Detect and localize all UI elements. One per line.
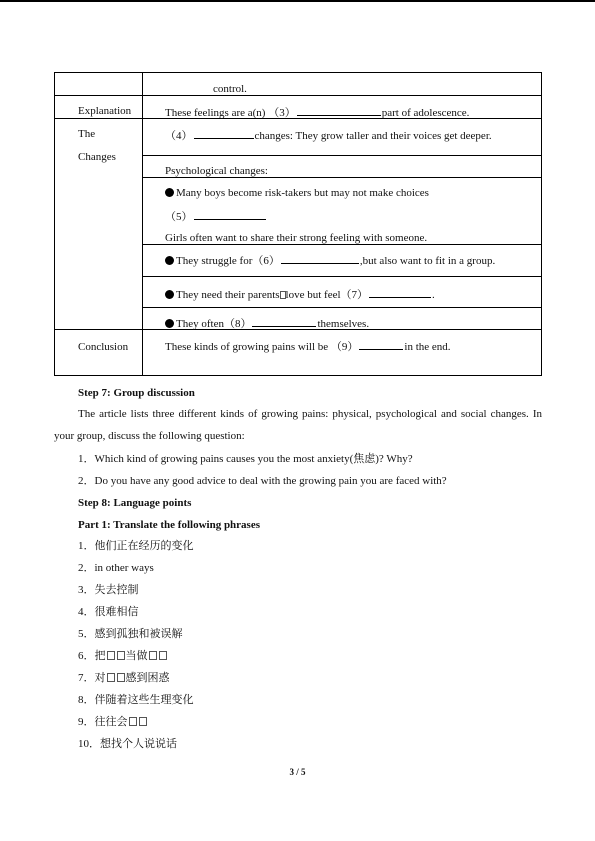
- bullet-icon: [165, 256, 174, 265]
- missing-glyph-icon: [159, 651, 167, 660]
- changes-label-line2: Changes: [78, 151, 116, 163]
- struggle-pre: They struggle for（6）: [176, 255, 280, 267]
- table-row-divider: [143, 307, 541, 308]
- explanation-label: Explanation: [78, 105, 132, 117]
- girls-text: Girls often want to share their strong feeling with someone.: [165, 232, 428, 244]
- phrase-item: [78, 649, 168, 663]
- page-number: 3 / 5: [289, 767, 306, 777]
- parents-pre: They need their parents: [176, 289, 280, 301]
- risk-num: （5）: [165, 211, 193, 223]
- parents-mid: love but feel（7）: [285, 289, 369, 301]
- phrase-item: 8．伴随着这些生理变化: [78, 694, 194, 706]
- blank-4[interactable]: [194, 127, 254, 139]
- bullet-icon: [165, 319, 174, 328]
- blank-8[interactable]: [252, 315, 316, 327]
- blank-5[interactable]: [194, 208, 266, 220]
- missing-glyph-icon: [149, 651, 157, 660]
- psych-heading: Psychological changes:: [165, 165, 268, 177]
- phrase-part: 7．对: [78, 672, 106, 684]
- risk-label: Many boys become risk-takers but may not make choices: [176, 187, 429, 199]
- conclusion-label: Conclusion: [78, 341, 129, 353]
- phrase-item: [78, 715, 148, 729]
- table-row0-text: [165, 81, 247, 96]
- explanation-post: part of adolescence.: [381, 107, 470, 119]
- blank-3[interactable]: [297, 104, 381, 116]
- phrase-part: 6．把: [78, 650, 106, 662]
- parents-post: .: [432, 289, 435, 301]
- table-row-divider: [55, 95, 541, 96]
- question-2: 2．Do you have any good advice to deal with the growing pain you are faced with?: [78, 475, 447, 487]
- phrase-item: 10．想找个人说说话: [78, 738, 177, 750]
- physical-num: （4）: [165, 130, 193, 142]
- phrase-part: 9．往往会: [78, 716, 128, 728]
- row0-blank: [166, 81, 212, 92]
- missing-glyph-icon: [139, 717, 147, 726]
- risk-blank-line: [165, 208, 267, 224]
- step8-heading: Step 8: Language points: [78, 497, 192, 509]
- parents-text: [165, 286, 435, 302]
- risk-text: [165, 186, 429, 200]
- top-rule: [0, 0, 595, 2]
- phrase-item: [78, 671, 170, 685]
- phrase-item: 3．失去控制: [78, 584, 139, 596]
- explanation-pre: These feelings are a(n) （3）: [165, 107, 296, 119]
- conclusion-post: in the end.: [404, 341, 451, 353]
- phrase-part: 感到困惑: [125, 672, 170, 684]
- missing-glyph-icon: [107, 651, 115, 660]
- missing-glyph-icon: [129, 717, 137, 726]
- phrase-item: 1．他们正在经历的变化: [78, 540, 194, 552]
- struggle-text: [165, 252, 495, 268]
- conclusion-text: [165, 338, 451, 354]
- row0-label: control.: [213, 83, 247, 95]
- physical-changes-text: [165, 127, 492, 143]
- bullet-icon: [165, 188, 174, 197]
- phrase-item: 5．感到孤独和被误解: [78, 628, 183, 640]
- phrase-item: 2．in other ways: [78, 562, 154, 574]
- explanation-text: [165, 104, 469, 120]
- missing-glyph-icon: [117, 651, 125, 660]
- phrase-item: 4．很难相信: [78, 606, 139, 618]
- physical-post: changes: They grow taller and their voices get deeper.: [254, 130, 492, 142]
- blank-9[interactable]: [359, 338, 403, 350]
- table-row-divider: [143, 276, 541, 277]
- changes-label-line1: The: [78, 128, 96, 140]
- table-row-divider: [143, 155, 541, 156]
- bullet-icon: [165, 290, 174, 299]
- missing-glyph-icon: [107, 673, 115, 682]
- question-1: 1．Which kind of growing pains causes you the most anxiety(焦虑)? Why?: [78, 453, 413, 465]
- growing-pains-table: [54, 72, 542, 376]
- blank-6[interactable]: [281, 252, 359, 264]
- conclusion-pre: These kinds of growing pains will be （9）: [165, 341, 359, 353]
- phrase-part: 当做: [125, 650, 148, 662]
- step7-paragraph: The article lists three different kinds of growing pains: physical, psychological and social changes. In your group, discuss the following question:: [54, 408, 542, 442]
- step7-heading: Step 7: Group discussion: [78, 387, 195, 399]
- missing-glyph-icon: [117, 673, 125, 682]
- struggle-post: ,but also want to fit in a group.: [359, 255, 496, 267]
- often-post: themselves.: [317, 318, 370, 330]
- part1-heading: Part 1: Translate the following phrases: [78, 519, 260, 531]
- blank-7[interactable]: [369, 286, 431, 298]
- often-text: [165, 315, 369, 331]
- often-pre: They often（8）: [176, 318, 252, 330]
